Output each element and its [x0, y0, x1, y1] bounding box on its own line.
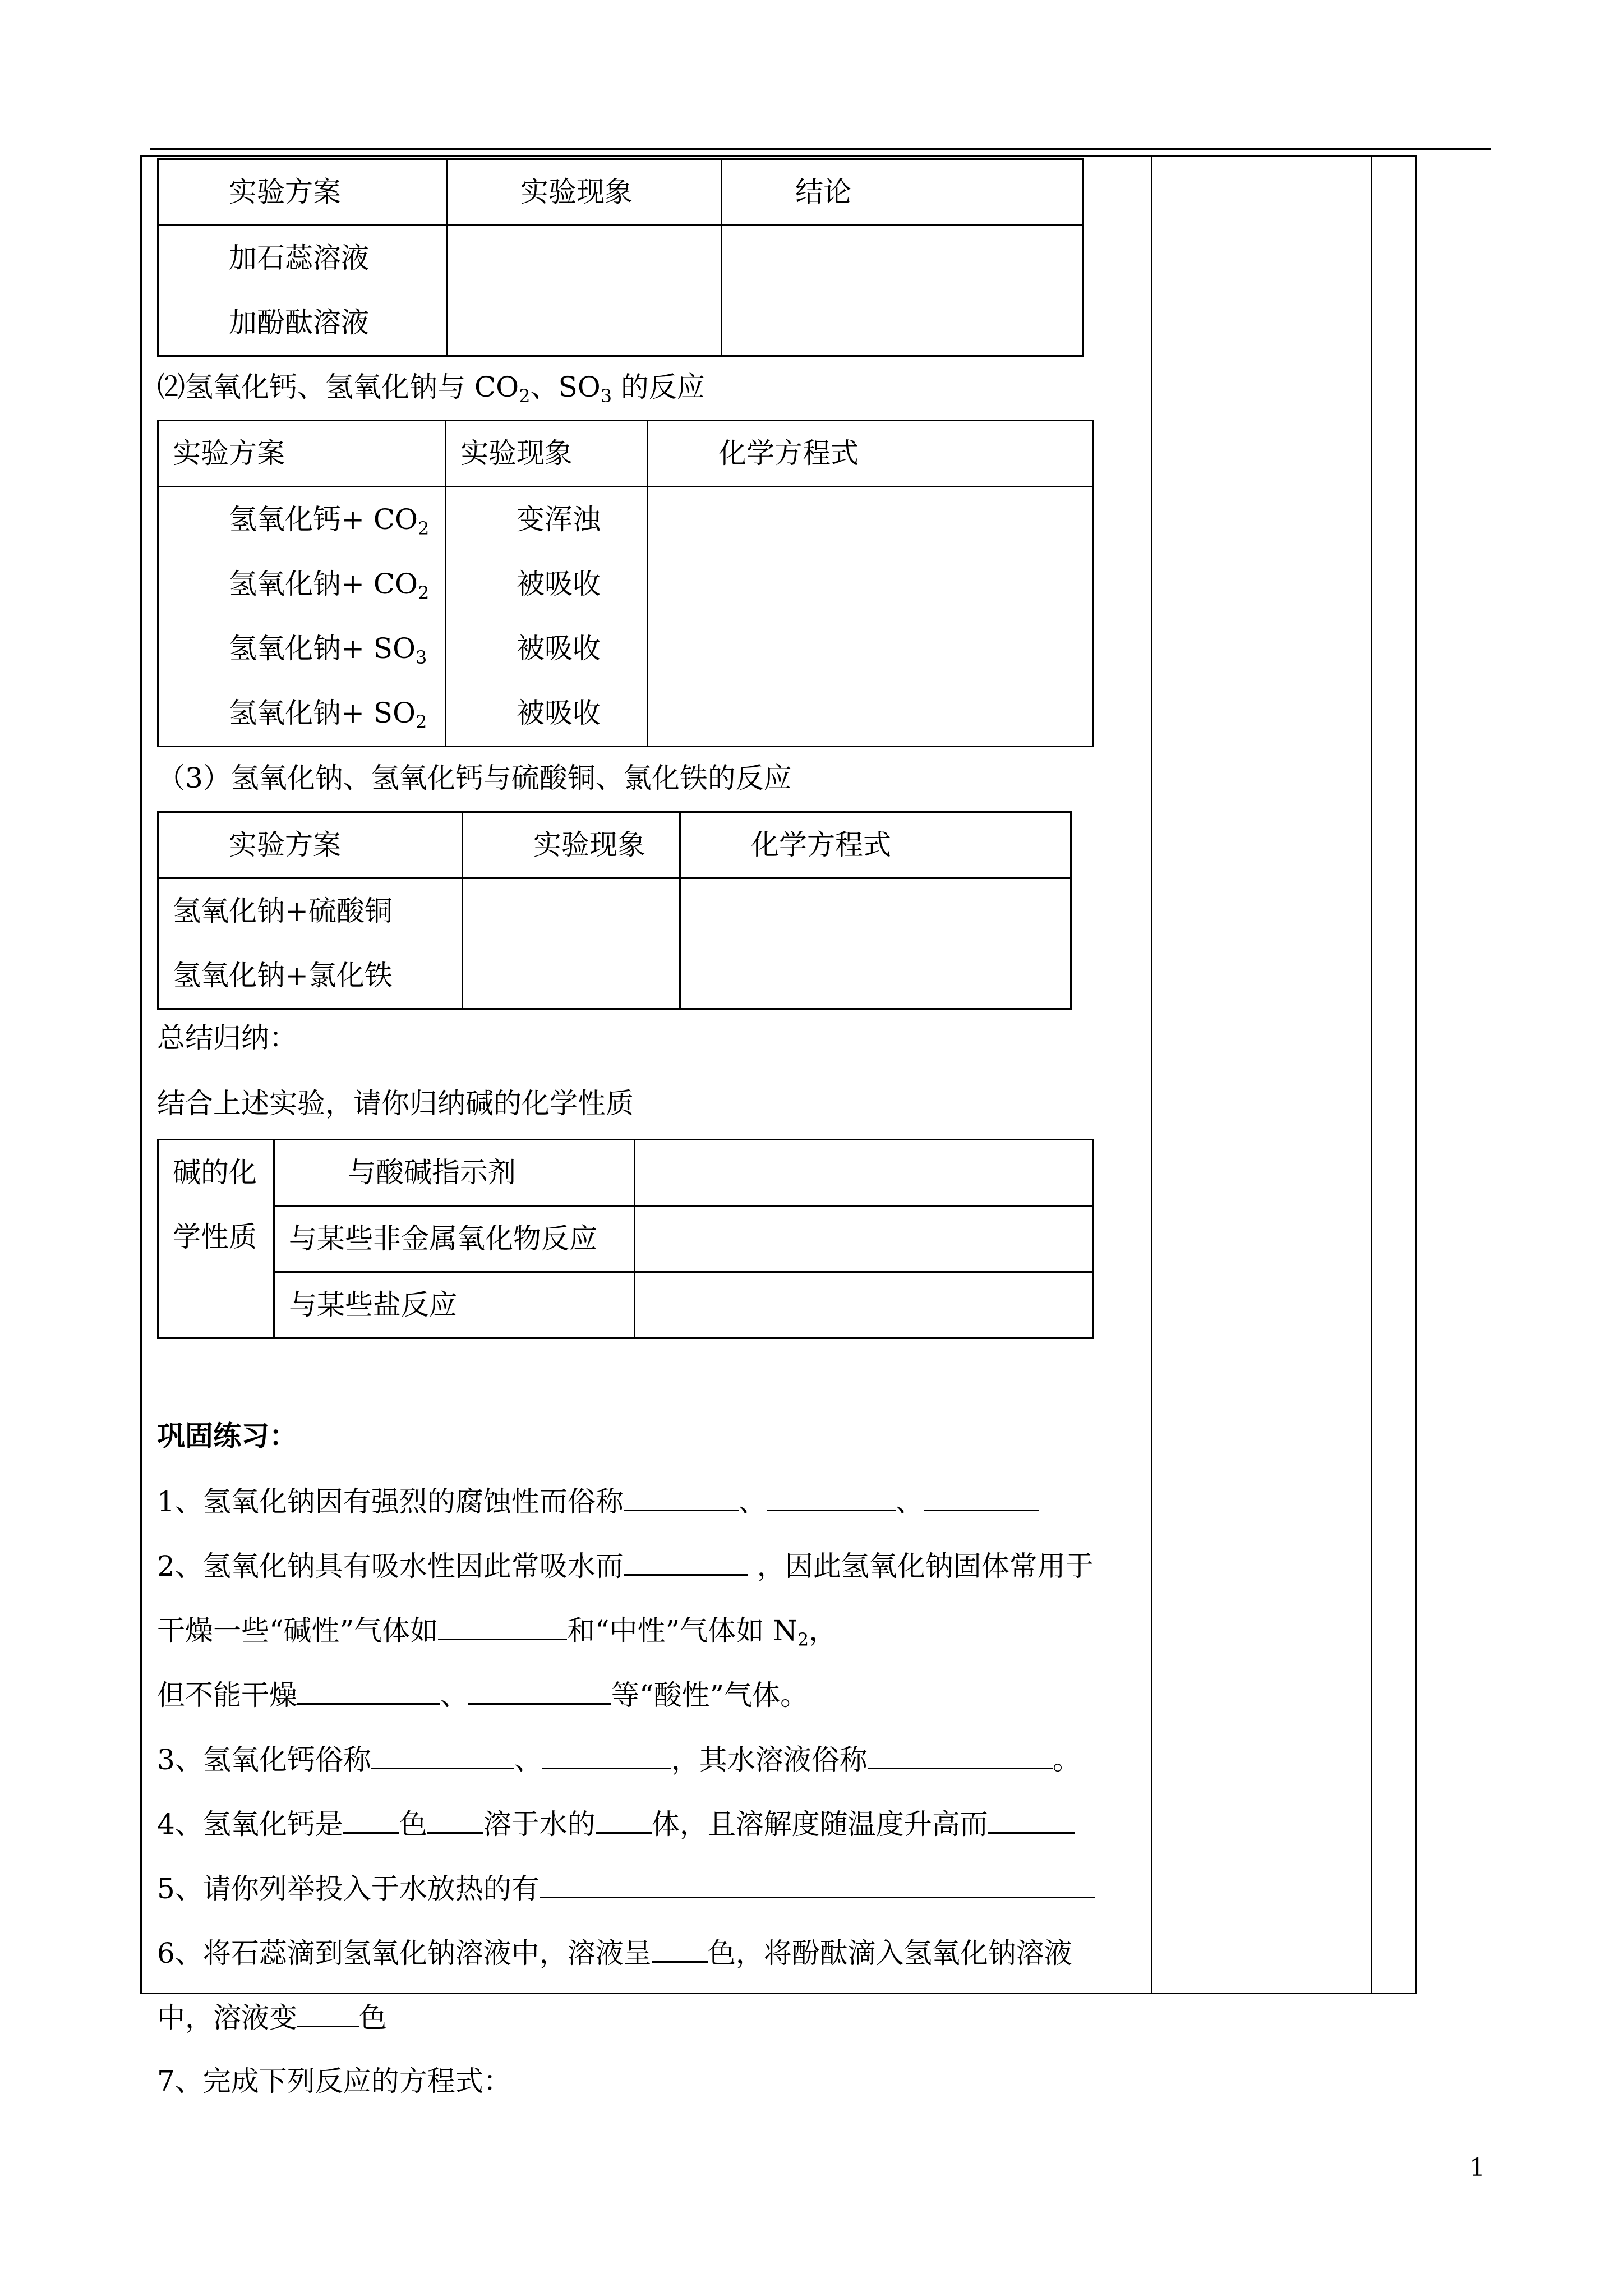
frame-left [140, 155, 142, 1993]
answer-blank[interactable] [297, 1677, 440, 1705]
header-cell: 实验现象 [446, 421, 648, 487]
indicator-table [157, 158, 1084, 357]
summary-title: 总结归纳： [157, 1022, 297, 1054]
frame-right [1415, 155, 1417, 1993]
question-2-line-1: 2、氢氧化钠具有吸水性因此常吸水而 ，因此氢氧化钠固体常用于 [157, 1548, 1094, 1583]
answer-blank[interactable] [868, 1742, 1053, 1769]
equation-cell [680, 878, 1071, 1009]
answer-blank[interactable] [468, 1677, 611, 1705]
conclusion-cell [722, 226, 1083, 356]
header-cell: 结论 [722, 159, 1083, 226]
salt-reaction-table [157, 811, 1072, 1010]
table-row: 加酚酞溶液 [229, 306, 369, 339]
answer-blank[interactable] [343, 1806, 399, 1834]
answer-cell [635, 1140, 1094, 1206]
question-2-line-3: 但不能干燥 、 等“酸性”气体。 [157, 1677, 808, 1712]
property-cell: 与酸碱指示剂 [274, 1140, 635, 1206]
phenomenon-cell [447, 226, 722, 356]
question-4: 4、氢氧化钙是 色 溶于水的 体，且溶解度随温度升高而 [157, 1806, 1075, 1841]
answer-cell [635, 1272, 1094, 1338]
table-row: 氢氧化钠+ $SO_2$ [229, 697, 427, 733]
table-row: 氢氧化钠+ $SO_3$ [229, 632, 427, 668]
header-cell: 实验方案 [158, 812, 463, 878]
table-row: 氢氧化钙+ $CO_2$ [229, 503, 430, 539]
phenomenon-cell [463, 878, 680, 1009]
property-cell: 与某些盐反应 [274, 1272, 635, 1338]
answer-blank[interactable] [297, 2000, 359, 2027]
header-cell: 实验方案 [158, 421, 446, 487]
question-2-line-2: 干燥一些“碱性”气体如 和“中性”气体如 $N_2$， [157, 1613, 837, 1648]
answer-blank[interactable] [624, 1484, 739, 1511]
top-rule [150, 148, 1491, 150]
table-row: 氢氧化钠+硫酸铜 [173, 895, 393, 927]
header-cell: 实验现象 [463, 812, 680, 878]
answer-blank[interactable] [540, 1871, 1095, 1898]
answer-blank[interactable] [596, 1806, 652, 1834]
header-cell: 化学方程式 [680, 812, 1071, 878]
equation-cell [648, 487, 1094, 747]
table-row: 加石蕊溶液 [229, 242, 369, 274]
table-row: 氢氧化钠+氯化铁 [173, 959, 393, 992]
question-7: 7、完成下列反应的方程式： [157, 2065, 511, 2097]
answer-blank[interactable] [427, 1806, 483, 1834]
page-number: 1 [1469, 2154, 1485, 2182]
base-properties-table [157, 1139, 1094, 1339]
answer-cell [635, 1206, 1094, 1272]
answer-blank[interactable] [438, 1613, 567, 1640]
scheme-cell [158, 878, 463, 1009]
answer-blank[interactable] [652, 1935, 708, 1963]
summary-intro: 结合上述实验，请你归纳碱的化学性质 [157, 1087, 634, 1120]
answer-blank[interactable] [542, 1742, 671, 1769]
answer-blank[interactable] [924, 1484, 1039, 1511]
frame-divider-2 [1371, 155, 1372, 1993]
answer-blank[interactable] [988, 1806, 1075, 1834]
scheme-cell [158, 226, 447, 356]
phenomenon-cell: 变浑浊 被吸收 被吸收 被吸收 [446, 487, 648, 747]
frame-top [140, 155, 1417, 157]
question-6-line-2: 中，溶液变 色 [157, 2000, 387, 2035]
header-cell: 实验方案 [158, 159, 447, 226]
header-cell: 化学方程式 [648, 421, 1094, 487]
co2-reaction-table [157, 420, 1094, 747]
question-1: 1、氢氧化钠因有强烈的腐蚀性而俗称 、 、 [157, 1484, 1039, 1519]
answer-blank[interactable] [624, 1548, 748, 1576]
question-3: 3、氢氧化钙俗称 、 ，其水溶液俗称 。 [157, 1742, 1081, 1777]
answer-blank[interactable] [767, 1484, 896, 1511]
property-cell: 与某些非金属氧化物反应 [274, 1206, 635, 1272]
row-header-cell: 碱的化 学性质 [158, 1140, 274, 1338]
answer-blank[interactable] [371, 1742, 514, 1769]
exercises-title: 巩固练习： [157, 1419, 297, 1452]
scheme-cell [158, 487, 446, 747]
table-row: 氢氧化钠+ $CO_2$ [229, 568, 430, 604]
frame-bottom [140, 1993, 1417, 1994]
section-3-title: （3）氢氧化钠、氢氧化钙与硫酸铜、氯化铁的反应 [157, 762, 792, 794]
frame-divider-1 [1151, 155, 1152, 1993]
header-cell: 实验现象 [447, 159, 722, 226]
section-2-title: ⑵氢氧化钙、氢氧化钠与 $CO_2$、$SO_3$ 的反应 [157, 371, 706, 407]
question-6-line-1: 6、将石蕊滴到氢氧化钠溶液中，溶液呈 色，将酚酞滴入氢氧化钠溶液 [157, 1935, 1072, 1970]
question-5: 5、请你列举投入于水放热的有 [157, 1871, 1095, 1906]
